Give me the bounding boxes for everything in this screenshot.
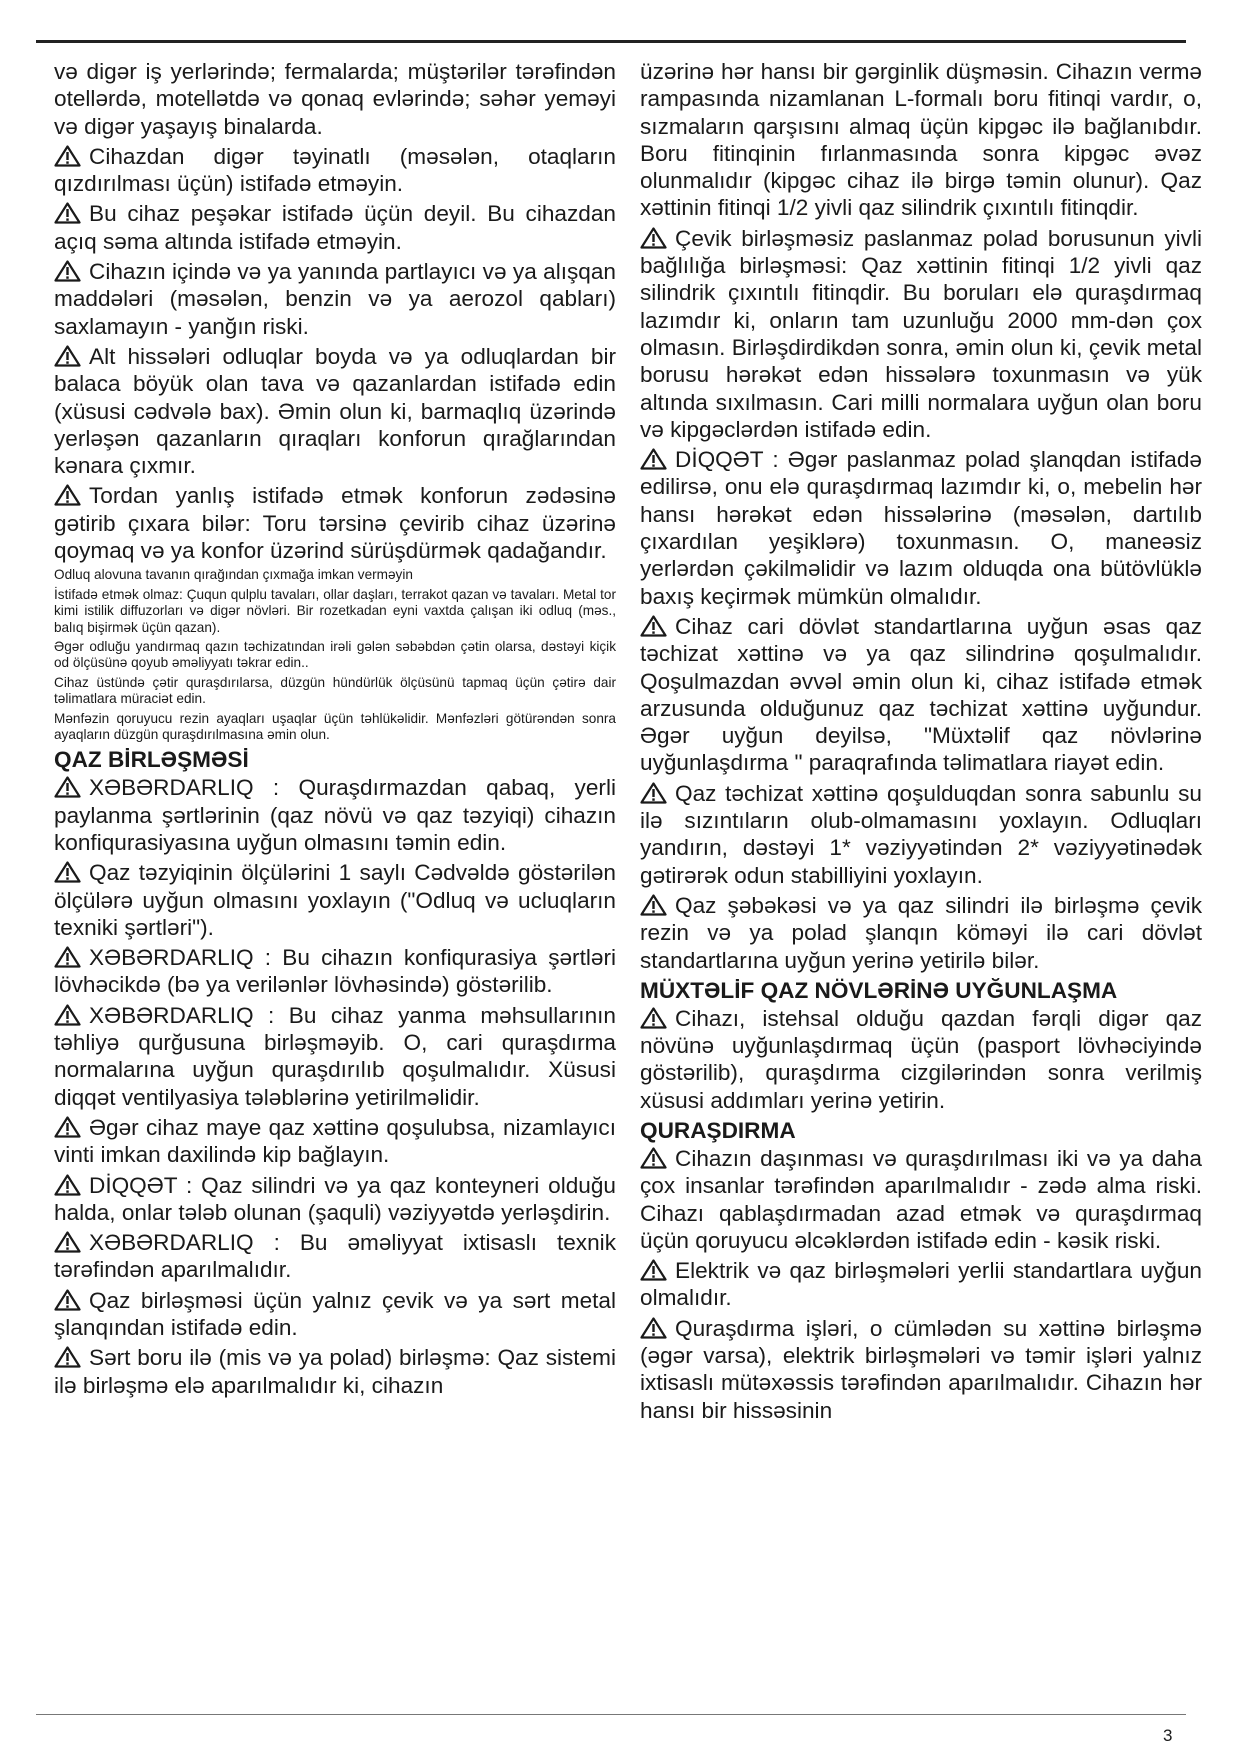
- warning-paragraph: [640, 780, 1202, 889]
- right-column: [640, 58, 1202, 1427]
- warning-triangle-icon: [54, 1231, 81, 1253]
- warning-paragraph: [54, 482, 616, 564]
- warning-paragraph: [54, 859, 616, 941]
- warning-paragraph: [54, 343, 616, 479]
- warning-paragraph: [54, 1114, 616, 1169]
- warning-text: Qaz təzyiqinin ölçülərini 1 saylı Cədvəldə göstərilən ölçülərə uyğun olmasını yoxlayın ("Odluq və ucluqların texniki şərtləri").: [54, 860, 616, 940]
- warning-text: Bu cihaz peşəkar istifadə üçün deyil. Bu cihazdan açıq səma altında istifadə etməyin.: [54, 201, 616, 254]
- warning-paragraph: [54, 1172, 616, 1227]
- warning-paragraph: [640, 1315, 1202, 1424]
- warning-triangle-icon: [54, 861, 81, 883]
- section-heading-installation: QURAŞDIRMA: [640, 1117, 796, 1143]
- continued-paragraph: üzərinə hər hansı bir gərginlik düşməsin. Cihazın vermə rampasında nizamlanan L-formalı boru fitinqi vardır, o, sızmaların qarşısını almaq üçün kipgəc ilə bağlanıbdır. Boru fitinqinin fırlanmasında sonra kipgəc əvəz olunmalıdır (kipgəc cihaz ilə birgə təmin olunur). Qaz xəttinin fitinqi 1/2 yivli qaz silindrik çıxıntılı fitinqdir.: [640, 59, 1202, 221]
- warning-text: Tordan yanlış istifadə etmək konforun zədəsinə gətirib çıxara bilər: Toru tərsinə çevirib cihaz üzərinə qoymaq və ya konfor üzərind sürüşdürmək qadağandır.: [54, 483, 616, 564]
- warning-triangle-icon: [54, 145, 81, 167]
- warning-triangle-icon: [54, 1004, 81, 1026]
- warning-text: Cihazı, istehsal olduğu qazdan fərqli digər qaz növünə uyğunlaşdırmaq üçün (pasport lövhəciyində göstərilib), quraşdırma cizgilərindən sonra verilmiş xüsusi addımları yerinə yetirin.: [640, 1005, 1202, 1113]
- warning-paragraph: [54, 1344, 616, 1399]
- warning-text: Cihazın daşınması və quraşdırılması iki və ya daha çox insanlar tərəfindən aparılmalıdır - zədə alma riski. Cihazı qablaşdırmadan azad etmək və quraşdırmaq üçün qoruyucu əlcəklərdən istifadə edin - kəsik riski.: [640, 1145, 1202, 1253]
- warning-text: Elektrik və qaz birləşmələri yerlii standartlara uyğun olmalıdır.: [640, 1258, 1202, 1311]
- intro-paragraph: və digər iş yerlərində; fermalarda; müştərilər tərəfindən otellərdə, motellətdə və qonaq evlərində; səhər yeməyi və digər yaşayış binalarda.: [54, 59, 616, 139]
- note-paragraph: Cihaz üstündə çətir quraşdırılarsa, düzgün hündürlük ölçüsünü tapmaq üçün çətirə dair təlimatlara müraciət edin.: [54, 674, 616, 707]
- note-paragraph: Əgər odluğu yandırmaq qazın təchizatından irəli gələn səbəbdən çətin olarsa, dəstəyi kiçik od ölçüsünə qoyub əməliyyatı təkrar edin..: [54, 638, 616, 671]
- warning-paragraph: [640, 1005, 1202, 1114]
- warning-text: Sərt boru ilə (mis və ya polad) birləşmə: Qaz sistemi ilə birləşmə elə aparılmalıdır ki, cihazın: [54, 1345, 616, 1398]
- warning-text: Qaz təchizat xəttinə qoşulduqdan sonra sabunlu su ilə sızıntıların olub-olmamasını yoxlayın. Odluqları yandırın, dəstəyi 1* vəziyyətindən 2* vəziyyətinədək gətirərək odun stabilliyini yoxlayın.: [640, 780, 1202, 888]
- top-rule: [36, 40, 1186, 43]
- section-heading-gas-adaptation: MÜXTƏLİF QAZ NÖVLƏRİNƏ UYĞUNLAŞMA: [640, 977, 1118, 1003]
- warning-paragraph: [54, 258, 616, 340]
- warning-paragraph: [640, 1145, 1202, 1254]
- warning-text: XƏBƏRDARLIQ : Bu cihaz yanma məhsullarının təhliyə qurğusuna birləşməyib. O, cari quraşdırma normalarına uyğun quraşdırılıb qoşulmalıdır. Xüsusi diqqət ventilyasiya tələblərinə yetirilməlidir.: [54, 1002, 616, 1110]
- warning-triangle-icon: [54, 946, 81, 968]
- warning-paragraph: [54, 1229, 616, 1284]
- warning-triangle-icon: [640, 448, 667, 470]
- warning-text: Çevik birləşməsiz paslanmaz polad borusunun yivli bağlılığa birləşməsi: Qaz xəttinin fitinqi 1/2 yivli qaz silindrik çıxıntılı fitinqdir. Bu boruları elə quraşdırmaq lazımdır ki, onların tam uzunluğu 2000 mm-dən çox olmasın. Birləşdirdikdən sonra, əmin olun ki, çevik metal borusu hərəkət edən hissələrə toxunmasın və yük altında sıxılmasın. Cari milli normalara uyğun olan boru və kipgəclərdən istifadə edin.: [640, 225, 1202, 442]
- warning-text: XƏBƏRDARLIQ : Quraşdırmazdan qabaq, yerli paylanma şərtlərinin (qaz növü və qaz təzyiqi) cihazın konfiqurasiyasına uyğun olmasını təmin edin.: [54, 775, 616, 855]
- warning-triangle-icon: [54, 1174, 81, 1196]
- warning-paragraph: [54, 143, 616, 198]
- warning-triangle-icon: [54, 345, 81, 367]
- section-heading-gas-connection: QAZ BİRLƏŞMƏSİ: [54, 747, 249, 773]
- warning-text: DİQQƏT : Əgər paslanmaz polad şlanqdan istifadə edilirsə, onu elə quraşdırmaq lazımdır ki, o, mebelin hər hansı hərəkət edən hissələrinə (məsələn, dartılıb çıxardılan yeşiklərə) toxunmasın. O, maneəsiz yerlərdən çəkilməlidir və lazım olduqda ona bütövlüklə baxış keçirmək mümkün olmalıdır.: [640, 447, 1202, 609]
- warning-text: XƏBƏRDARLIQ : Bu əməliyyat ixtisaslı texnik tərəfindən aparılmalıdır.: [54, 1230, 616, 1283]
- left-column: [54, 58, 616, 1402]
- note-paragraph: Odluq alovuna tavanın qırağından çıxmağa imkan verməyin: [54, 567, 413, 583]
- warning-triangle-icon: [54, 1346, 81, 1368]
- warning-paragraph: [54, 1287, 616, 1342]
- warning-triangle-icon: [640, 615, 667, 637]
- warning-paragraph: [54, 944, 616, 999]
- warning-triangle-icon: [54, 1116, 81, 1138]
- bottom-rule: [36, 1714, 1186, 1715]
- note-paragraph: Mənfəzin qoruyucu rezin ayaqları uşaqlar üçün təhlükəlidir. Mənfəzləri götürəndən sonra ayaqların düzgün quraşdırılmasına əmin olun.: [54, 710, 616, 742]
- warning-triangle-icon: [640, 1147, 667, 1169]
- warning-triangle-icon: [640, 894, 667, 916]
- note-paragraph: İstifadə etmək olmaz: Çuqun qulplu tavaları, ollar daşları, terrakot qazan və tavaları. Metal tor kimi istilik diffuzorları və digər növləri. Bir rozetkadan eyni vaxtda çalışan iki odluq (məs., balıq bişirmək üçün qazan).: [54, 586, 616, 635]
- warning-text: XƏBƏRDARLIQ : Bu cihazın konfiqurasiya şərtləri lövhəcikdə (bə ya verilənlər lövhəsində) göstərilib.: [54, 945, 616, 998]
- warning-text: Qaz birləşməsi üçün yalnız çevik və ya sərt metal şlanqından istifadə edin.: [54, 1287, 616, 1341]
- warning-text: Cihazdan digər təyinatlı (məsələn, otaqların qızdırılması üçün) istifadə etməyin.: [54, 143, 616, 197]
- warning-text: Cihaz cari dövlət standartlarına uyğun əsas qaz təchizat xəttinə və ya qaz silindrinə qoşulmalıdır. Qoşulmazdan əvvəl əmin olun ki, cihaz istifadə etmək arzusunda olduğunuz qaz təchizat xəttinə uyğundur. Əgər uyğun deyilsə, "Müxtəlif qaz növlərinə uyğunlaşdırma " paraqrafında təlimatlara riayət edin.: [640, 613, 1202, 776]
- warning-triangle-icon: [54, 776, 81, 798]
- warning-paragraph: [640, 1257, 1202, 1312]
- page-number: 3: [1163, 1726, 1173, 1745]
- warning-text: DİQQƏT : Qaz silindri və ya qaz konteyneri olduğu halda, onlar tələb olunan (şaquli) vəziyyətdə yerləşdirin.: [54, 1172, 616, 1225]
- warning-text: Cihazın içində və ya yanında partlayıcı və ya alışqan maddələri (məsələn, benzin və ya aerozol qabları) saxlamayın - yanğın riski.: [54, 259, 616, 339]
- warning-triangle-icon: [640, 1259, 667, 1281]
- warning-triangle-icon: [640, 1317, 667, 1339]
- warning-paragraph: [54, 774, 616, 856]
- warning-text: Əgər cihaz maye qaz xəttinə qoşulubsa, nizamlayıcı vinti imkan daxilində kip bağlayın.: [54, 1114, 616, 1168]
- warning-paragraph: [54, 200, 616, 255]
- warning-paragraph: [640, 225, 1202, 443]
- warning-triangle-icon: [640, 782, 667, 804]
- warning-triangle-icon: [640, 227, 667, 249]
- warning-text: Quraşdırma işləri, o cümlədən su xəttinə birləşmə (əgər varsa), elektrik birləşmələri və təmir işləri yalnız ixtisaslı mütəxəssis tərəfindən aparılmalıdır. Cihazın hər hansı bir hissəsinin: [640, 1315, 1202, 1423]
- warning-paragraph: [54, 1002, 616, 1111]
- warning-paragraph: [640, 446, 1202, 610]
- warning-text: Alt hissələri odluqlar boyda və ya odluqlardan bir balaca böyük olan tava və qazanlardan istifadə edin (xüsusi cədvələ bax). Əmin olun ki, barmaqlıq üzərində yerləşən qazanların qıraqları konforun qırağlarından kənara çıxmır.: [54, 343, 616, 479]
- warning-triangle-icon: [54, 260, 81, 282]
- warning-paragraph: [640, 613, 1202, 777]
- warning-triangle-icon: [54, 1289, 81, 1311]
- warning-text: Qaz şəbəkəsi və ya qaz silindri ilə birləşmə çevik rezin və ya polad şlanqın köməyi ilə cari dövlət standartlarına uyğun yerinə yetirilə bilər.: [640, 892, 1202, 973]
- warning-triangle-icon: [54, 484, 81, 506]
- warning-triangle-icon: [54, 202, 81, 224]
- warning-triangle-icon: [640, 1007, 667, 1029]
- warning-paragraph: [640, 892, 1202, 974]
